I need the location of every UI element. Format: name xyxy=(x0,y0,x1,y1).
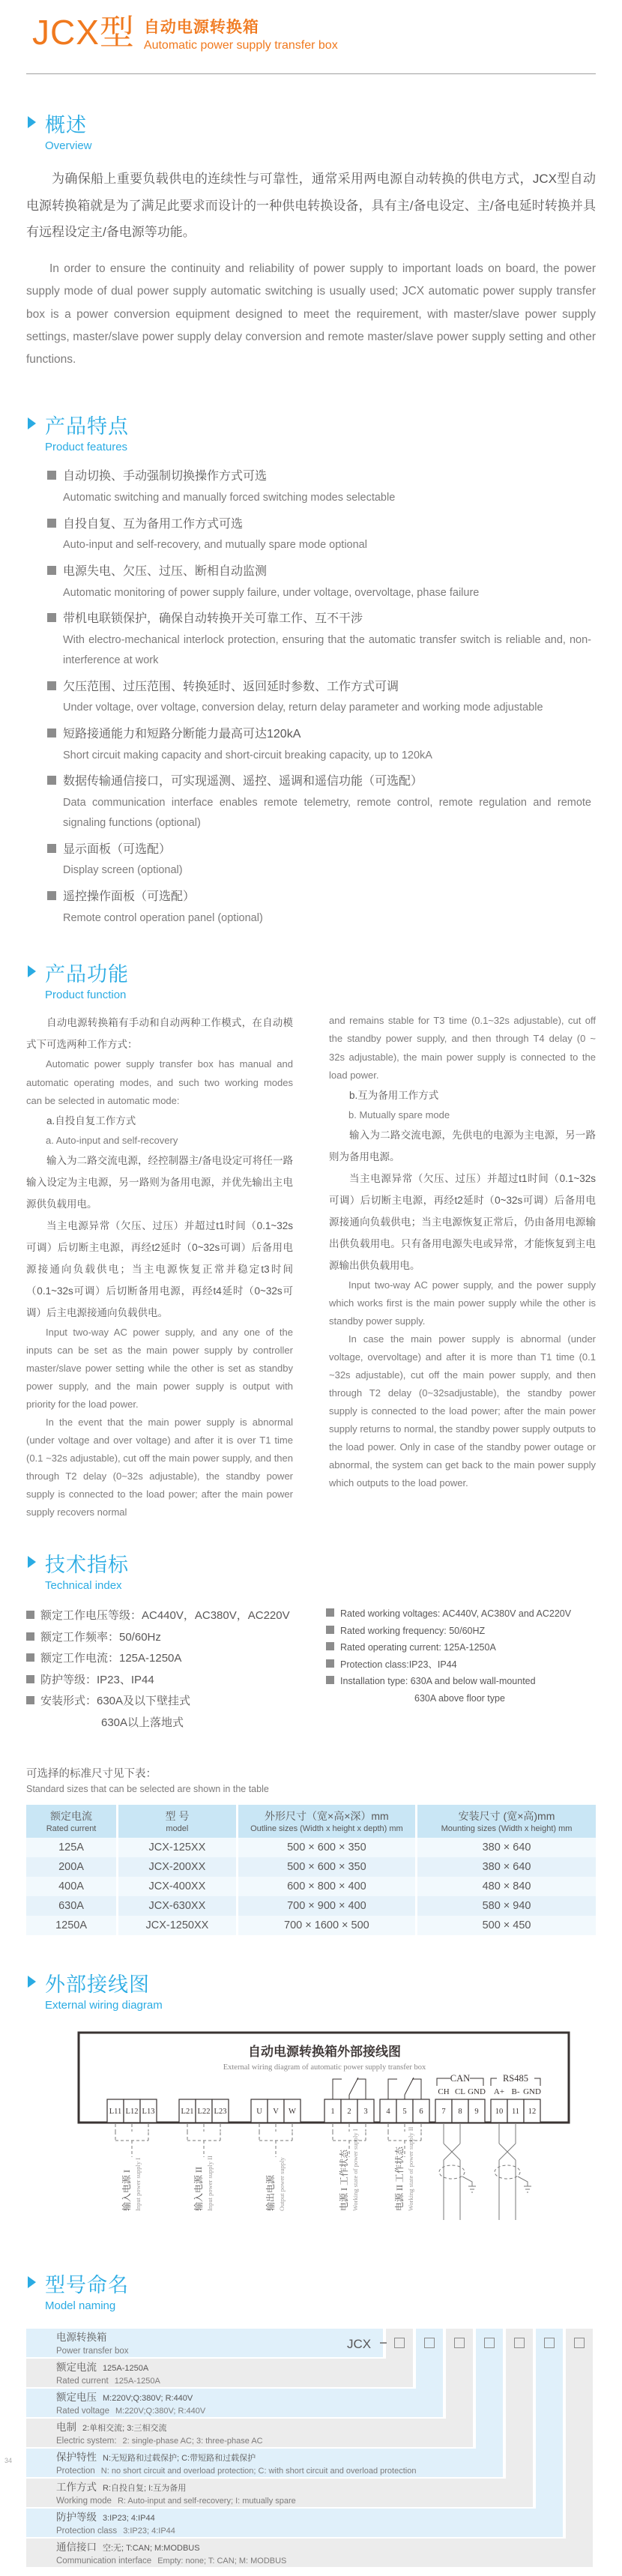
function-columns xyxy=(26,1012,596,1521)
section-wiring-header xyxy=(26,1968,596,2012)
function-paragraph: 当主电源异常（欠压、过压）并超过t1时间（0.1~32s可调）后切断主电源，再经t2延时（0~32s可调）后备用电源接通向负载供电；当主电源恢复正常后，仍由备用电源输出供负载用电。只有备用电源失电或异常，才能恢复到主电源输出供负载用电。 xyxy=(329,1172,596,1271)
naming-column-stripe xyxy=(536,2329,563,2537)
feature-en: Automatic switching and manually forced switching modes selectable xyxy=(63,491,396,504)
section-title-en: External wiring diagram xyxy=(45,1999,163,2012)
section-tech-header xyxy=(26,1548,596,1592)
section-title-en: Model naming xyxy=(45,2299,116,2313)
feature-item xyxy=(47,886,596,928)
section-title-en: Product features xyxy=(45,441,128,454)
naming-digit-box xyxy=(394,2338,405,2348)
function-paragraph: Input two-way AC power supply, and the power supply which works first is the main power supply while the other is standby power supply. xyxy=(329,1279,596,1327)
naming-dash xyxy=(380,2342,387,2344)
naming-row: 工作方式 R:自投自复; I:互为备用 Working mode R: Auto-input and self-recovery; I: mutually spare xyxy=(26,2479,533,2507)
tech-item: Rated operating current: 125A-1250A xyxy=(326,1639,596,1656)
feature-en: Automatic monitoring of power supply failure, under voltage, overvoltage, phase failure xyxy=(63,586,480,599)
naming-prefix: JCX xyxy=(347,2337,372,2352)
feature-item xyxy=(47,561,596,603)
svg-text:L23: L23 xyxy=(214,2108,227,2117)
naming-row: 电制 2:单相交流; 3:三相交流 Electric system: 2: single-phase AC; 3: three-phase AC xyxy=(26,2419,473,2447)
naming-digit-box xyxy=(454,2338,465,2348)
section-title-en: Product function xyxy=(45,989,127,1002)
feature-cn: 自动切换、手动强制切换操作方式可选 xyxy=(63,470,268,483)
twisted-pair-can xyxy=(439,2124,476,2220)
section-title-en: Technical index xyxy=(45,1579,122,1593)
table-row: 400A JCX-400XX 600 × 800 × 400 480 × 840 xyxy=(26,1877,596,1896)
bullet-square-icon xyxy=(47,729,56,737)
naming-row: 保护特性 N:无短路和过载保护; C:带短路和过载保护 Protection N: no short circuit and overload protection; C: with short circuit and overload protection xyxy=(26,2449,503,2477)
naming-row: 额定电流 125A-1250A Rated current 125A-1250A xyxy=(26,2359,413,2387)
bullet-square-icon xyxy=(47,613,56,622)
feature-en: Under voltage, over voltage, conversion delay, return delay parameter and working mode adjustable xyxy=(63,702,543,714)
bullet-square-icon xyxy=(47,519,56,528)
wiring-diagram xyxy=(26,2031,596,2260)
feature-cn: 带机电联锁保护，确保自动转换开关可靠工作、互不干涉 xyxy=(63,612,363,626)
svg-text:W: W xyxy=(289,2108,296,2117)
bullet-square-icon xyxy=(26,1675,34,1683)
svg-text:11: 11 xyxy=(511,2108,520,2117)
section-title-cn: 产品特点 xyxy=(45,415,129,438)
section-overview-header xyxy=(26,109,596,152)
bullet-square-icon xyxy=(26,1696,34,1704)
bullet-square-icon xyxy=(47,681,56,690)
feature-item xyxy=(47,676,596,718)
tech-item: Rated working voltages: AC440V, AC380V and AC220V xyxy=(326,1605,596,1623)
svg-text:电源 I 工作状态: 电源 I 工作状态 xyxy=(339,2150,349,2212)
section-arrow-icon xyxy=(28,417,36,429)
feature-cn: 遥控操作面板（可选配） xyxy=(63,890,196,904)
table-intro-en: Standard sizes that can be selected are shown in the table xyxy=(26,1784,269,1795)
col-header: 额定电流 Rated current xyxy=(26,1805,118,1838)
col-header: 安装尺寸 (宽×高)mm Mounting sizes (Width x height) mm xyxy=(417,1805,596,1838)
svg-text:L22: L22 xyxy=(197,2108,211,2117)
svg-text:L12: L12 xyxy=(125,2108,139,2117)
feature-item xyxy=(47,608,596,670)
bullet-square-icon xyxy=(47,566,56,575)
tech-item-continuation: 630A以上落地式 xyxy=(101,1716,184,1729)
section-title-cn: 产品功能 xyxy=(45,963,129,986)
can-bus-label: CAN xyxy=(450,2073,471,2084)
section-arrow-icon xyxy=(28,116,36,128)
table-intro-cn: 可选择的标准尺寸见下表： xyxy=(26,1768,157,1781)
svg-text:Working state of power supply: Working state of power supply I xyxy=(351,2129,359,2212)
bullet-square-icon xyxy=(26,1632,34,1641)
svg-text:输入电源 II: 输入电源 II xyxy=(193,2167,204,2212)
function-subheading: b. Mutually spare mode xyxy=(348,1108,450,1120)
feature-en: Short circuit making capacity and short-circuit breaking capacity, up to 120kA xyxy=(63,749,432,761)
tech-left-column xyxy=(26,1605,326,1734)
table-row: 200A JCX-200XX 500 × 600 × 350 380 × 640 xyxy=(26,1857,596,1877)
tech-right-column xyxy=(326,1605,596,1734)
function-paragraph: 输入为二路交流电源，先供电的电源为主电源，另一路则为备用电源。 xyxy=(329,1129,596,1162)
feature-cn: 欠压范围、过压范围、转换延时、返回延时参数、工作方式可调 xyxy=(63,680,399,693)
function-right-column xyxy=(329,1012,596,1521)
product-header xyxy=(26,13,596,52)
section-function-header xyxy=(26,958,596,1001)
naming-digit-box xyxy=(574,2338,585,2348)
tech-item: Rated working frequency: 50/60HZ xyxy=(326,1623,596,1640)
feature-item xyxy=(47,770,596,833)
feature-item xyxy=(47,465,596,507)
overview-paragraph-cn: 为确保船上重要负载供电的连续性与可靠性，通常采用两电源自动转换的供电方式，JCX型自动电源转换箱就是为了满足此要求而设计的一种供电转换设备，具有主/备电设定、主/备电延时转换并具有远程设定主/备电源等功能。 xyxy=(26,172,596,240)
naming-column-stripe xyxy=(566,2329,593,2567)
section-arrow-icon xyxy=(28,965,36,977)
overview-paragraph-en: In order to ensure the continuity and reliability of power supply to important loads on board, the power supply mode of dual power supply automatic switching is usually used; JCX automatic power supply transfer box is a power conversion equipment designed to meet the requirement, with master/slave power supply settings, master/slave power supply delay conversion and remote master/slave power supply setting and other functions. xyxy=(26,262,596,366)
section-arrow-icon xyxy=(28,2276,36,2288)
bullet-square-icon xyxy=(47,844,56,853)
svg-text:9: 9 xyxy=(474,2108,479,2117)
contact-switch-icon xyxy=(333,2078,366,2099)
svg-text:L13: L13 xyxy=(142,2108,155,2117)
group-labels xyxy=(121,2127,414,2212)
naming-row: 额定电压 M:220V;Q:380V; R:440V Rated voltage M:220V;Q:380V; R:440V xyxy=(26,2389,443,2417)
svg-text:Output power supply: Output power supply xyxy=(278,2157,286,2212)
svg-text:Input power supply I: Input power supply I xyxy=(134,2158,142,2212)
function-paragraph: In case the main power supply is abnormal (under voltage, overvoltage) and after it is more than T1 time (0.1 ~32s adjustable), cut off the main power supply, and then through T2 delay (0~32sadjustable), the standby power supply is connected to the load power; after the main power supply returns to normal, the standby power supply outputs to the load power. Only in case of the standby power outage or abnormal, the system can get back to the main power supply which outputs to the load power. xyxy=(329,1333,596,1489)
table-row: 125A JCX-125XX 500 × 600 × 350 380 × 640 xyxy=(26,1838,596,1857)
feature-cn: 电源失电、欠压、过压、断相自动监测 xyxy=(63,564,268,578)
naming-digit-box xyxy=(424,2338,435,2348)
svg-text:电源 II 工作状态: 电源 II 工作状态 xyxy=(394,2147,405,2212)
svg-text:10: 10 xyxy=(495,2108,504,2117)
model-naming-diagram xyxy=(26,2329,596,2576)
function-subheading: b.互为备用工作方式 xyxy=(349,1089,439,1101)
tech-item: 额定工作电压等级：AC440V，AC380V，AC220V xyxy=(26,1605,326,1627)
group-bracket xyxy=(115,2124,421,2157)
function-subheading: a. Auto-input and self-recovery xyxy=(46,1134,178,1146)
feature-cn: 数据传输通信接口，可实现遥测、遥控、遥调和遥信功能（可选配） xyxy=(63,775,423,788)
section-features-header xyxy=(26,410,596,453)
diagram-title-cn: 自动电源转换箱外部接线图 xyxy=(248,2045,401,2060)
section-title-cn: 型号命名 xyxy=(45,2274,129,2297)
contact-switch-icon xyxy=(388,2078,421,2099)
feature-en: Auto-input and self-recovery, and mutually spare mode optional xyxy=(63,539,367,552)
svg-text:输入电源 I: 输入电源 I xyxy=(121,2170,132,2212)
page-number: 34 xyxy=(4,2457,13,2464)
bullet-square-icon xyxy=(326,1676,334,1684)
section-title-en: Overview xyxy=(45,139,92,152)
svg-text:6: 6 xyxy=(419,2108,423,2117)
feature-en: Display screen (optional) xyxy=(63,864,183,877)
col-header: 型 号 model xyxy=(118,1805,238,1838)
svg-text:12: 12 xyxy=(528,2108,537,2117)
feature-en: Data communication interface enables remote telemetry, remote control, remote regulation and remote signaling functions (optional) xyxy=(63,797,591,829)
section-title-cn: 技术指标 xyxy=(45,1554,129,1577)
section-arrow-icon xyxy=(28,1976,36,1988)
twisted-pair-rs485 xyxy=(495,2124,531,2220)
product-title-cn: 自动电源转换箱 xyxy=(143,19,259,36)
feature-cn: 短路接通能力和短路分断能力最高可达120kA xyxy=(63,728,301,740)
naming-digit-box xyxy=(484,2338,495,2348)
feature-cn: 自投自复、互为备用工作方式可选 xyxy=(63,517,244,531)
function-paragraph: Input two-way AC power supply, and any one of the inputs can be set as the main power supply by controller master/slave power setting while the other is set as standby power supply, and the main power supply is output with priority for the load power. xyxy=(26,1326,293,1410)
bullet-square-icon xyxy=(326,1642,334,1650)
header-divider xyxy=(26,73,596,74)
wiring-diagram-svg xyxy=(77,2031,572,2256)
naming-row: 电源转换箱 Power transfer box xyxy=(26,2329,383,2357)
function-left-column xyxy=(26,1012,293,1521)
svg-text:8: 8 xyxy=(458,2108,462,2117)
tech-item: Installation type: 630A and below wall-mounted xyxy=(326,1673,596,1690)
bullet-square-icon xyxy=(326,1626,334,1634)
features-list xyxy=(47,465,596,928)
feature-item xyxy=(47,513,596,555)
section-title-cn: 概述 xyxy=(45,114,87,136)
svg-text:Input power supply II: Input power supply II xyxy=(206,2156,214,2212)
svg-text:2: 2 xyxy=(347,2108,351,2117)
tech-columns xyxy=(26,1605,596,1734)
feature-cn: 显示面板（可选配） xyxy=(63,842,172,856)
col-header: 外形尺寸（宽×高×深）mm Outline sizes (Width x height x depth) mm xyxy=(237,1805,416,1838)
table-row: 630A JCX-630XX 700 × 900 × 400 580 × 940 xyxy=(26,1896,596,1916)
svg-text:Working state of power supply: Working state of power supply II xyxy=(407,2126,414,2212)
section-naming-header xyxy=(26,2269,596,2312)
pin-label: GND xyxy=(468,2087,486,2097)
bullet-square-icon xyxy=(47,776,56,785)
function-paragraph: 当主电源异常（欠压、过压）并超过t1时间（0.1~32s可调）后切断主电源，再经t2延时（0~32s可调）后备用电源接通向负载供电；当主电源恢复正常并稳定t3时间（0.1~32s可调）后切断备用电源，再经t4延时（0~32s可调）后主电源接通向负载供电。 xyxy=(26,1219,293,1318)
product-model: JCX型 xyxy=(32,13,135,52)
svg-text:L21: L21 xyxy=(181,2108,194,2117)
tech-item: 安装形式：630A及以下壁挂式 xyxy=(26,1691,326,1713)
bullet-square-icon xyxy=(47,891,56,900)
tech-item: 额定工作频率：50/60Hz xyxy=(26,1627,326,1649)
table-row: 1250A JCX-1250XX 700 × 1600 × 500 500 × 450 xyxy=(26,1916,596,1935)
svg-text:5: 5 xyxy=(402,2108,407,2117)
naming-row: 防护等级 3:IP23; 4:IP44 Protection class 3:IP23; 4:IP44 xyxy=(26,2509,563,2537)
function-paragraph: Automatic power supply transfer box has manual and automatic operating modes, and such two working modes can be selected in automatic mode: xyxy=(26,1058,293,1106)
table-header-row xyxy=(26,1805,596,1838)
pin-label: GND xyxy=(523,2087,541,2097)
svg-text:4: 4 xyxy=(386,2108,390,2117)
pin-label: A+ xyxy=(493,2087,505,2097)
bullet-square-icon xyxy=(326,1608,334,1617)
pin-label: CH xyxy=(438,2087,450,2097)
naming-row: 通信接口 空:无; T:CAN; M:MODBUS Communication interface Empty: none; T: CAN; M: MODBUS xyxy=(26,2539,593,2567)
feature-en: With electro-mechanical interlock protection, ensuring that the automatic transfer switch is reliable and, non-interference at work xyxy=(63,633,591,666)
svg-text:U: U xyxy=(256,2108,262,2117)
svg-text:7: 7 xyxy=(441,2108,446,2117)
feature-en: Remote control operation panel (optional) xyxy=(63,911,263,924)
svg-text:3: 3 xyxy=(363,2108,368,2117)
tech-item: Protection class:IP23、IP44 xyxy=(326,1656,596,1674)
feature-item xyxy=(47,723,596,765)
bullet-square-icon xyxy=(326,1659,334,1668)
svg-text:L11: L11 xyxy=(109,2108,122,2117)
pin-label: B- xyxy=(511,2087,520,2097)
rs485-bus-label: RS485 xyxy=(502,2073,529,2084)
bullet-square-icon xyxy=(26,1653,34,1662)
diagram-title-en: External wiring diagram of automatic power supply transfer box xyxy=(223,2063,426,2072)
bullet-square-icon xyxy=(47,471,56,480)
function-paragraph: 输入为二路交流电源，经控制器主/备电设定可将任一路输入设定为主电源，另一路则为备用电源，并优先输出主电源供负载用电。 xyxy=(26,1154,293,1210)
bullet-square-icon xyxy=(26,1611,34,1619)
product-title-en: Automatic power supply transfer box xyxy=(143,39,338,52)
section-title-cn: 外部接线图 xyxy=(45,1973,150,1997)
function-paragraph: In the event that the main power supply is abnormal (under voltage and over voltage) and after it is over T1 time (0.1 ~32s adjustable), cut off the main power supply, and then through T2 delay (0~32s adjustable), the standby power supply is connected to the load power; after the main power supply recovers normal xyxy=(26,1417,293,1518)
naming-digit-box xyxy=(514,2338,525,2348)
svg-text:V: V xyxy=(273,2108,279,2117)
tech-item: 额定工作电流：125A-1250A xyxy=(26,1648,326,1670)
tech-item: 防护等级：IP23、IP44 xyxy=(26,1670,326,1692)
size-table xyxy=(26,1805,596,1935)
section-arrow-icon xyxy=(28,1556,36,1568)
svg-text:输出电源: 输出电源 xyxy=(265,2175,276,2212)
feature-item xyxy=(47,839,596,881)
naming-column-stripe xyxy=(506,2329,533,2507)
pin-label: CL xyxy=(454,2087,466,2097)
function-paragraph: 自动电源转换箱有手动和自动两种工作模式，在自动模式下可选两种工作方式： xyxy=(26,1017,293,1051)
function-paragraph: and remains stable for T3 time (0.1~32s adjustable), cut off the standby power supply, and then through T4 delay (0 ~ 32s adjustable), the main power supply is connected to the load power. xyxy=(329,1015,596,1081)
naming-column-stripe xyxy=(476,2329,503,2477)
svg-text:1: 1 xyxy=(330,2108,335,2117)
naming-digit-box xyxy=(544,2338,555,2348)
function-subheading: a.自投自复工作方式 xyxy=(46,1114,136,1126)
tech-item-continuation: 630A above floor type xyxy=(414,1692,505,1704)
